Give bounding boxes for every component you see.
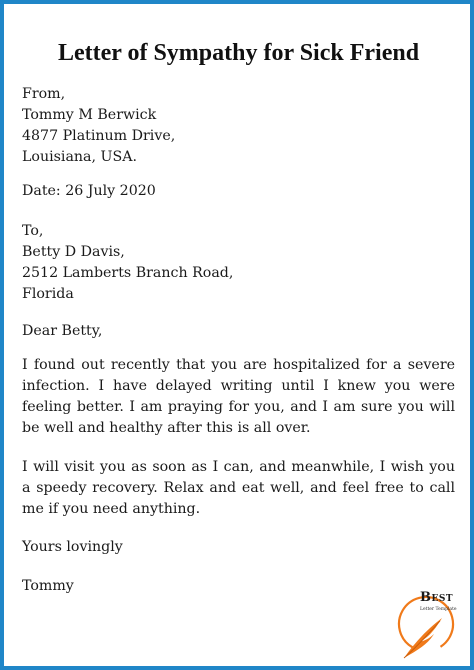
- sender-address: [22, 84, 455, 168]
- body-paragraph-2: I will visit you as soon as I can, and meanwhile, I wish you a speedy recovery. Relax and eat well, and feel free to call me if you need anything.: [22, 459, 455, 517]
- recipient-name: Betty D Davis,: [22, 244, 125, 260]
- sender-region: Louisiana, USA.: [22, 149, 137, 165]
- recipient-address: [22, 221, 455, 305]
- greeting-block: [22, 321, 455, 342]
- sender-name: Tommy M Berwick: [22, 107, 157, 123]
- logo-subtitle: Letter Template: [420, 607, 457, 612]
- letter-date-block: [22, 181, 455, 202]
- letter-date: Date: 26 July 2020: [22, 183, 156, 199]
- greeting: Dear Betty,: [22, 323, 103, 339]
- closing-block: [22, 537, 455, 558]
- closing: Yours lovingly: [22, 539, 123, 555]
- brand-logo: [390, 588, 462, 664]
- sender-street: 4877 Platinum Drive,: [22, 128, 176, 144]
- sender-heading: From,: [22, 86, 66, 102]
- recipient-region: Florida: [22, 286, 74, 302]
- body-paragraph-1: I found out recently that you are hospitalized for a severe infection. I have delayed writing until I knew you were feeling better. I am praying for you, and I am sure you will be well and healthy after this is all over.: [22, 357, 455, 436]
- recipient-heading: To,: [22, 223, 44, 239]
- signature: Tommy: [22, 578, 74, 594]
- letter-title: Letter of Sympathy for Sick Friend: [57, 40, 420, 66]
- recipient-street: 2512 Lamberts Branch Road,: [22, 265, 234, 281]
- logo-word: Best: [420, 590, 454, 605]
